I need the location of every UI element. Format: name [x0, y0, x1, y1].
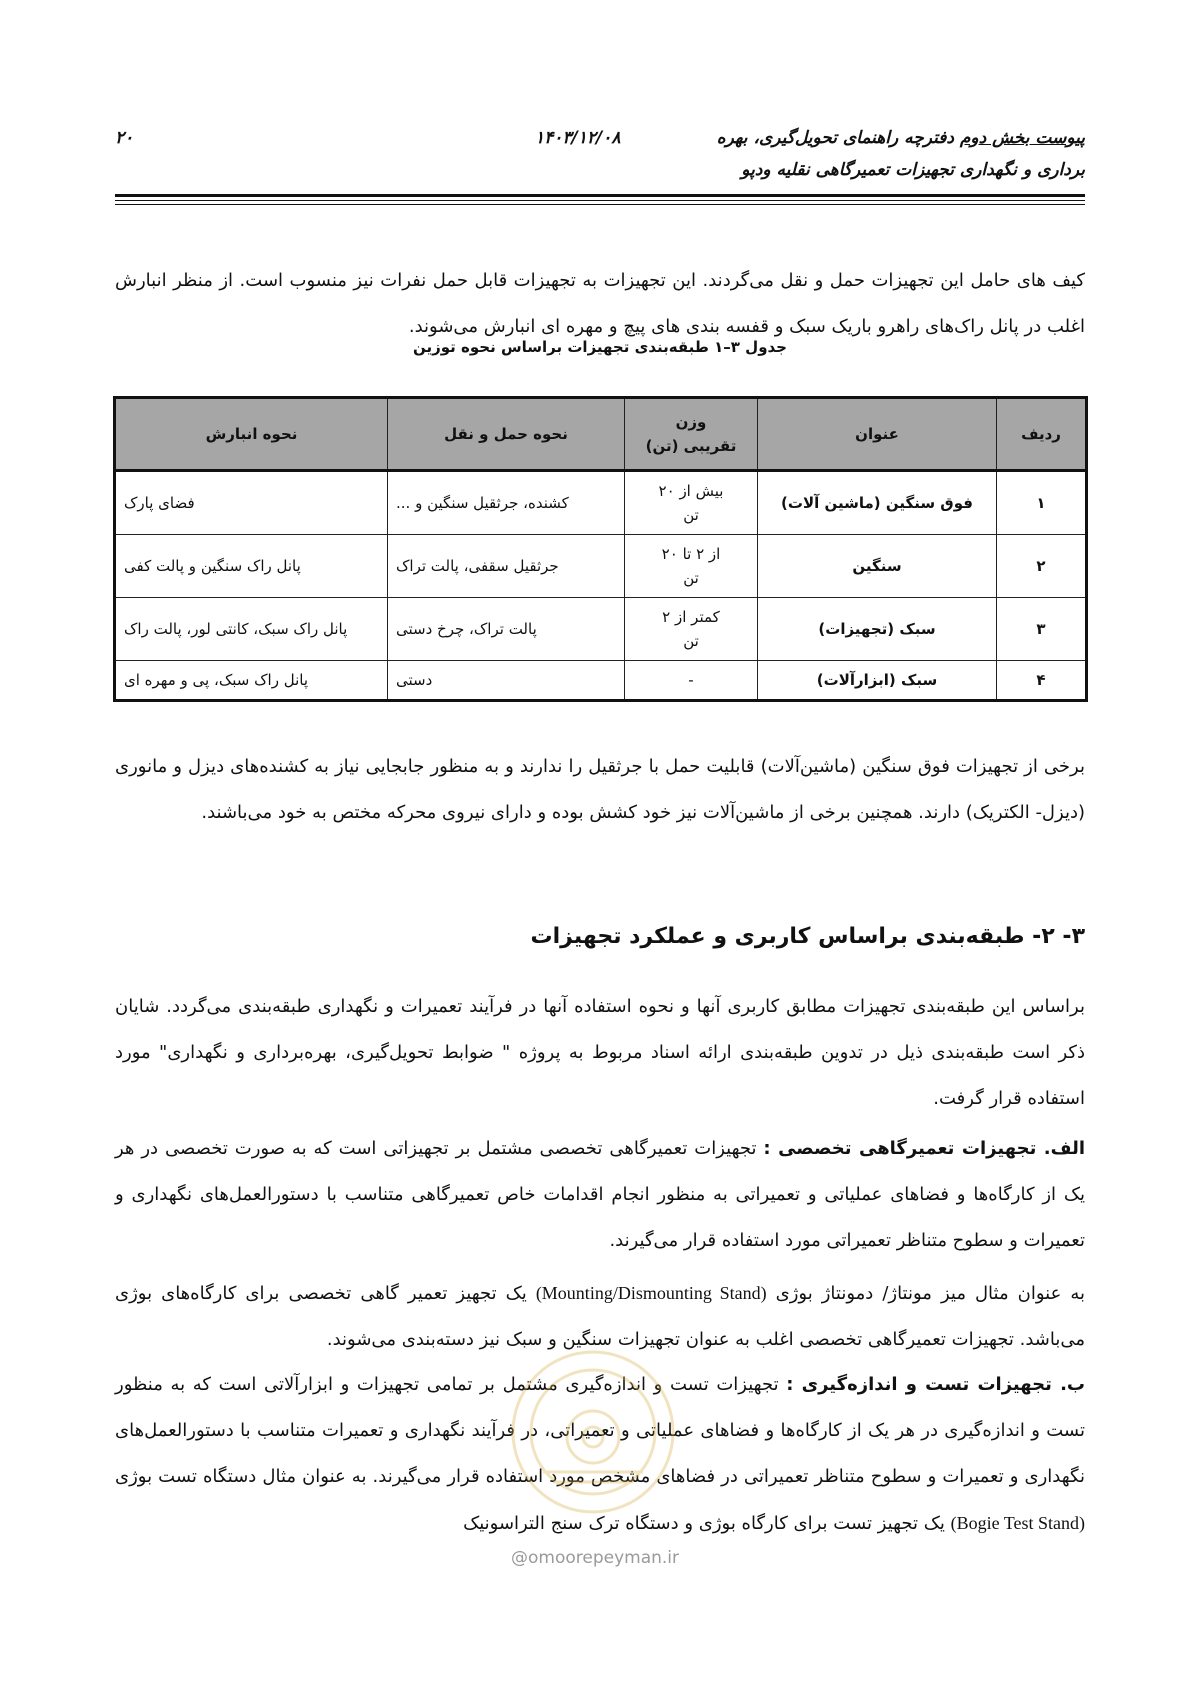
- cell-title: فوق سنگین (ماشین آلات): [758, 471, 997, 535]
- item-a-label: الف. تجهیزات تعمیرگاهی تخصصی :: [763, 1138, 1085, 1159]
- cell-handling: دستی: [388, 661, 625, 701]
- cell-storage: پانل راک سبک، کانتی لور، پالت راک: [115, 598, 388, 661]
- watermark-url: @omoorepeyman.ir: [510, 1548, 680, 1568]
- cell-row-number: ۱: [997, 471, 1087, 535]
- item-a-paragraph: [115, 1126, 1085, 1264]
- cell-handling: جرثقیل سقفی، پالت تراک: [388, 535, 625, 598]
- cell-storage: پانل راک سنگین و پالت کفی: [115, 535, 388, 598]
- item-a-example-english: (Mounting/Dismounting Stand): [535, 1283, 767, 1303]
- header-rule-thin: [115, 200, 1085, 201]
- cell-weight: [625, 661, 758, 701]
- cell-row-number: ۲: [997, 535, 1087, 598]
- section-heading: ۳- ۲- طبقه‌بندی براساس کاربری و عملکرد تجهیزات: [530, 924, 1085, 950]
- item-b-label: ب. تجهیزات تست و اندازه‌گیری :: [786, 1374, 1086, 1395]
- header-storage: نحوه انبارش: [115, 398, 388, 471]
- cell-row-number: ۴: [997, 661, 1087, 701]
- item-a-text: تجهیزات تعمیرگاهی تخصصی مشتمل بر تجهیزاتی است که به صورت تخصصی در هر یک از کارگاه‌ها و فضاهای عملیاتی و تعمیراتی به منظور انجام اقدامات خاص تعمیرگاهی متناسب با دستورالعمل‌های نگهداری و تعمیرات و سطوح متناظر تعمیراتی مورد استفاده قرار می‌گیرند.: [115, 1138, 1085, 1251]
- cell-weight: [625, 598, 758, 661]
- header-weight-line1: وزن: [675, 413, 707, 431]
- table-row: [115, 535, 1087, 598]
- item-b-after: یک تجهیز تست برای کارگاه بوژی و دستگاه ترک سنج التراسونیک: [463, 1513, 951, 1534]
- cell-title: سبک (تجهیزات): [758, 598, 997, 661]
- header-title-line1: [717, 128, 1085, 148]
- page-header: [115, 128, 1085, 198]
- cell-weight-line1: از ۲ تا ۲۰: [661, 545, 721, 563]
- header-title: عنوان: [758, 398, 997, 471]
- header-title-underlined: پیوست بخش دوم: [959, 128, 1085, 148]
- cell-weight-line1: کمتر از ۲: [662, 608, 720, 626]
- cell-weight-line2: تن: [683, 506, 699, 524]
- header-weight: [625, 398, 758, 471]
- header-rule-thin-2: [115, 204, 1085, 205]
- cell-weight-line1: بیش از ۲۰: [658, 482, 724, 500]
- header-title-line2: برداری و نگهداری تجهیزات تعمیرگاهی نقلیه ودپو: [741, 160, 1085, 180]
- cell-weight: [625, 471, 758, 535]
- header-rule-thick: [115, 194, 1085, 197]
- item-b-english: (Bogie Test Stand): [950, 1513, 1085, 1533]
- header-row-number: ردیف: [997, 398, 1087, 471]
- cell-row-number: ۳: [997, 598, 1087, 661]
- page-number: ۲۰: [115, 128, 134, 148]
- cell-handling: کشنده، جرثقیل سنگین و ...: [388, 471, 625, 535]
- cell-weight: [625, 535, 758, 598]
- table-row: [115, 598, 1087, 661]
- cell-weight-line2: تن: [683, 569, 699, 587]
- cell-title: سبک (ابزارآلات): [758, 661, 997, 701]
- header-handling: نحوه حمل و نقل: [388, 398, 625, 471]
- header-title-rest: دفترچه راهنمای تحویل‌گیری، بهره: [716, 128, 954, 148]
- header-date: ۱۴۰۳/۱۲/۰۸: [535, 128, 621, 148]
- item-a-example-after: یک تجهیز تعمیر گاهی تخصصی برای کارگاه‌های بوژی می‌باشد. تجهیزات تعمیرگاهی تخصصی اغلب به عنوان تجهیزات سنگین و سبک نیز دسته‌بندی می‌شوند.: [115, 1283, 1085, 1350]
- table-caption: جدول ۳–۱ طبقه‌بندی تجهیزات براساس نحوه توزین: [413, 338, 787, 356]
- cell-weight-line1: -: [688, 671, 694, 689]
- weight-classification-table: [113, 396, 1088, 702]
- item-a-example-before: به عنوان مثال میز مونتاژ/ دمونتاژ بوژی: [766, 1283, 1085, 1304]
- cell-storage: پانل راک سبک، پی و مهره ای: [115, 661, 388, 701]
- cell-storage: فضای پارک: [115, 471, 388, 535]
- cell-title: سنگین: [758, 535, 997, 598]
- table-row: [115, 471, 1087, 535]
- header-weight-line2: تقریبی (تن): [645, 437, 737, 455]
- cell-handling: پالت تراک، چرخ دستی: [388, 598, 625, 661]
- paragraph-after-table: برخی از تجهیزات فوق سنگین (ماشین‌آلات) قابلیت حمل با جرثقیل را ندارند و به منظور جابجایی نیاز به کشنده‌های دیزل و مانوری (دیزل- الکتریک) دارند. همچنین برخی از ماشین‌آلات نیز خود کشش بوده و دارای نیروی محرکه مختص به خود می‌باشند.: [115, 756, 1085, 823]
- item-b-text: تجهیزات تست و اندازه‌گیری مشتمل بر تمامی تجهیزات و ابزارآلاتی است که به منظور تست و اندازه‌گیری در هر یک از کارگاه‌ها و فضاهای عملیاتی و تعمیراتی، در فرآیند نگهداری و تعمیرات متناسب با دستورالعمل‌های نگهداری و تعمیرات و سطوح متناظر تعمیراتی در فضاهای مشخص مورد استفاده قرار می‌گیرند. به عنوان مثال دستگاه تست بوژی: [115, 1374, 1085, 1487]
- cell-weight-line2: تن: [683, 632, 699, 650]
- watermark-logo-icon: [488, 1342, 698, 1522]
- intro-paragraph: کیف های حامل این تجهیزات حمل و نقل می‌گردند. این تجهیزات به تجهیزات قابل حمل نفرات نیز منسوب است. از منظر انبارش اغلب در پانل راک‌های راهرو باریک سبک و قفسه بندی های پیچ و مهره ای انبارش می‌شوند.: [115, 270, 1085, 337]
- table-header-row: [115, 398, 1087, 471]
- section-paragraph: براساس این طبقه‌بندی تجهیزات مطابق کاربری آنها و نحوه استفاده آنها در فرآیند تعمیرات و نگهداری طبقه‌بندی می‌گردد. شایان ذکر است طبقه‌بندی ذیل در تدوین طبقه‌بندی ارائه اسناد مربوط به پروژه " ضوابط تحویل‌گیری، بهره‌برداری و نگهداری" مورد استفاده قرار گرفت.: [115, 996, 1085, 1109]
- table-row: [115, 661, 1087, 701]
